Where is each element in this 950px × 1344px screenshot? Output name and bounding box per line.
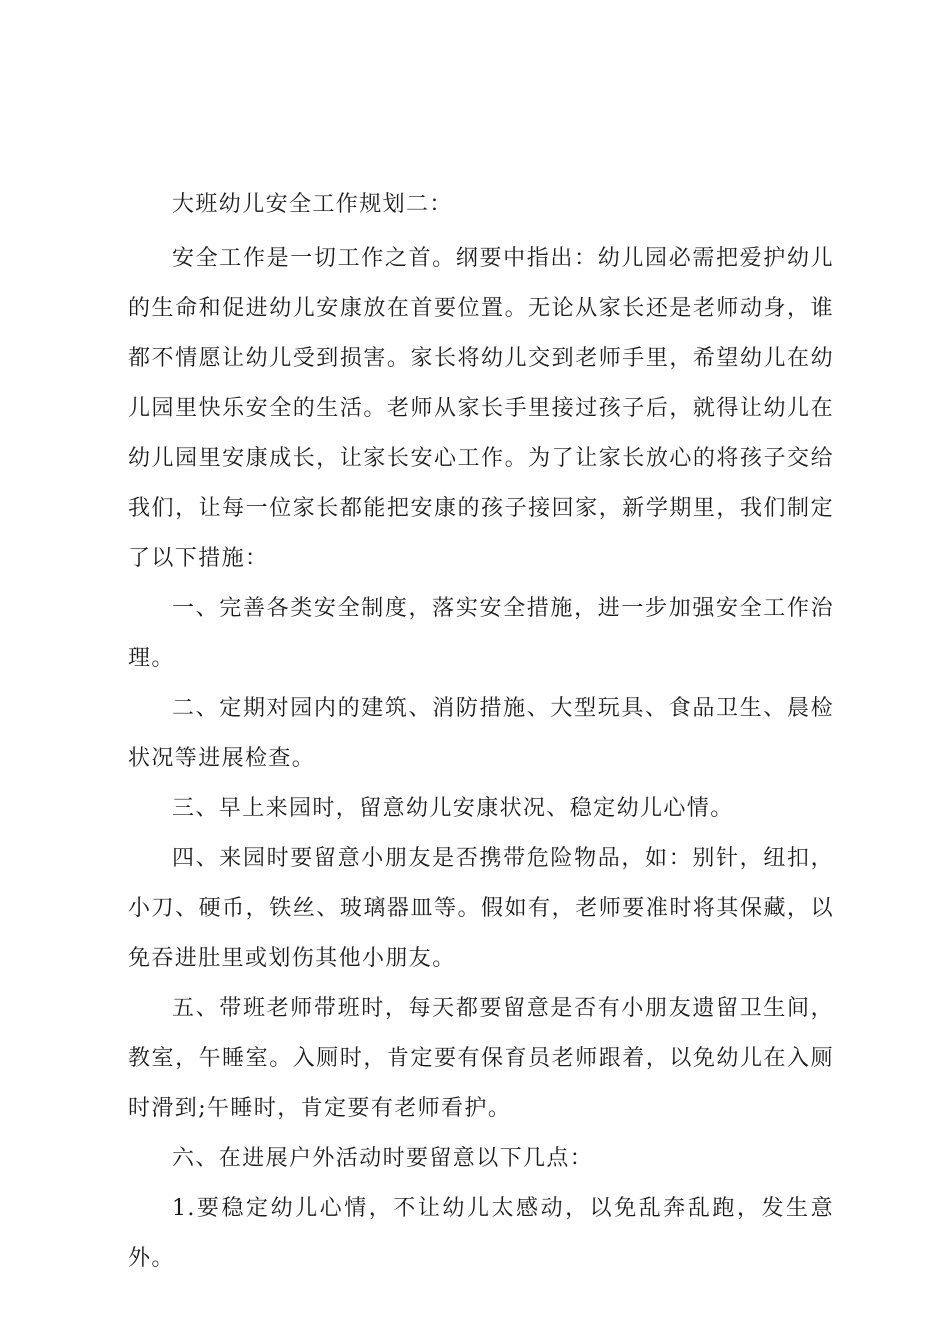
section-title: 大班幼儿安全工作规划二： (172, 192, 453, 217)
measure-4-paragraph: 四、来园时要留意小朋友是否携带危险物品，如：别针，纽扣，小刀、硬币，铁丝、玻璃器皿等。假如有，老师要准时将其保藏，以免吞进肚里或划伤其他小朋友。 (128, 846, 834, 971)
intro-paragraph: 安全工作是一切工作之首。纲要中指出：幼儿园必需把爱护幼儿的生命和促进幼儿安康放在首要位置。无论从家长还是老师动身，谁都不情愿让幼儿受到损害。家长将幼儿交到老师手里，希望幼儿在幼儿园里快乐安全的生活。老师从家长手里接过孩子后，就得让幼儿在幼儿园里安康成长，让家长安心工作。为了让家长放心的将孩子交给我们，让每一位家长都能把安康的孩子接回家，新学期里，我们制定了以下措施： (128, 246, 834, 571)
measure-2-paragraph: 二、定期对园内的建筑、消防措施、大型玩具、食品卫生、晨检状况等进展检查。 (128, 696, 834, 771)
measure-3-paragraph: 三、早上来园时，留意幼儿安康状况、稳定幼儿心情。 (172, 796, 734, 821)
measure-1-paragraph: 一、完善各类安全制度，落实安全措施，进一步加强安全工作治理。 (128, 596, 834, 671)
measure-6-paragraph: 六、在进展户外活动时要留意以下几点： (172, 1146, 594, 1171)
document-body (128, 180, 834, 1284)
measure-6-item-1-paragraph: 1.要稳定幼儿心情，不让幼儿太感动，以免乱奔乱跑，发生意外。 (128, 1196, 834, 1271)
measure-5-paragraph: 五、带班老师带班时，每天都要留意是否有小朋友遗留卫生间，教室，午睡室。入厕时，肯定要有保育员老师跟着，以免幼儿在入厕时滑到;午睡时，肯定要有老师看护。 (128, 996, 834, 1121)
